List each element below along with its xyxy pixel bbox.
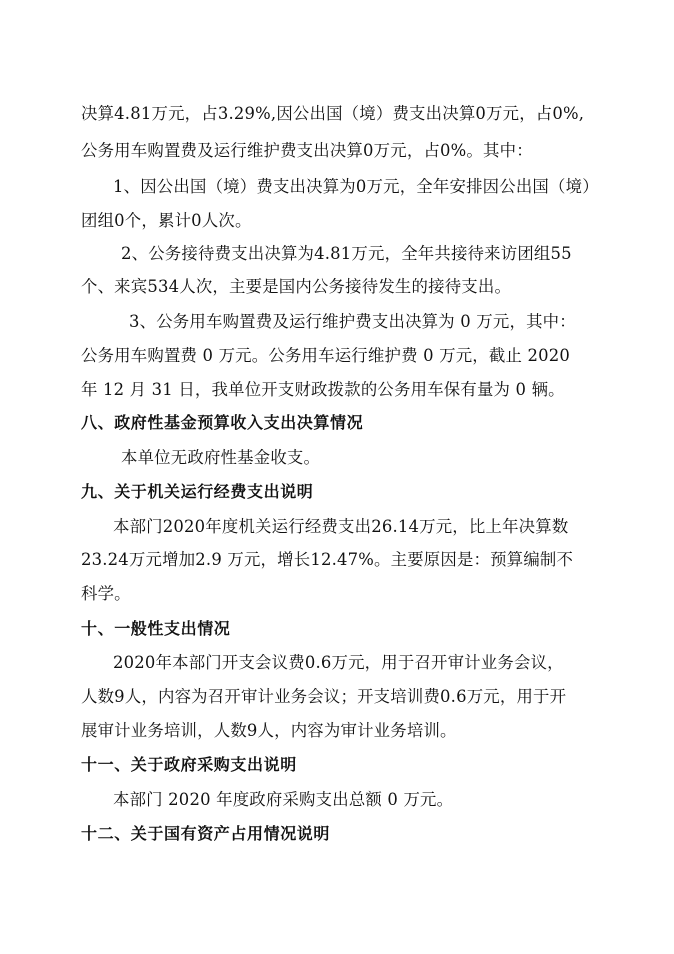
paragraph-line: 科学。 <box>81 584 131 603</box>
paragraph-line: 个、来宾534人次，主要是国内公务接待发生的接待支出。 <box>81 277 512 296</box>
paragraph-line: 本单位无政府性基金收支。 <box>121 448 321 467</box>
paragraph-line: 本部门2020年度机关运行经费支出26.14万元，比上年决算数 <box>113 517 569 536</box>
paragraph-line: 公务用车购置费 0 万元。公务用车运行维护费 0 万元，截止 2020 <box>81 346 570 365</box>
paragraph-line: 2、公务接待费支出决算为4.81万元，全年共接待来访团组55 <box>121 244 572 263</box>
paragraph-line: 人数9人，内容为召开审计业务会议；开支培训费0.6万元，用于开 <box>81 687 567 706</box>
section-heading: 八、政府性基金预算收入支出决算情况 <box>81 413 364 432</box>
section-heading: 十二、关于国有资产占用情况说明 <box>81 824 331 843</box>
paragraph-line: 3、公务用车购置费及运行维护费支出决算为 0 万元，其中： <box>129 312 576 331</box>
paragraph-line: 1、因公出国（境）费支出决算为0万元，全年安排因公出国（境） <box>113 177 599 196</box>
section-heading: 十一、关于政府采购支出说明 <box>81 755 297 774</box>
section-heading: 九、关于机关运行经费支出说明 <box>81 482 314 501</box>
paragraph-line: 2020年本部门开支会议费0.6万元，用于召开审计业务会议， <box>113 653 564 672</box>
paragraph-line: 团组0个，累计0人次。 <box>81 211 252 230</box>
paragraph-line: 展审计业务培训，人数9人，内容为审计业务培训。 <box>81 721 457 740</box>
paragraph-line: 决算4.81万元，占3.29%,因公出国（境）费支出决算0万元，占0%, <box>81 104 585 123</box>
paragraph-line: 公务用车购置费及运行维护费支出决算0万元，占0%。其中： <box>81 141 533 160</box>
paragraph-line: 本部门 2020 年度政府采购支出总额 0 万元。 <box>113 790 454 809</box>
paragraph-line: 23.24万元增加2.9 万元，增长12.47%。主要原因是：预算编制不 <box>81 550 574 569</box>
section-heading: 十、一般性支出情况 <box>81 619 231 638</box>
paragraph-line: 年 12 月 31 日，我单位开支财政拨款的公务用车保有量为 0 辆。 <box>81 380 565 399</box>
